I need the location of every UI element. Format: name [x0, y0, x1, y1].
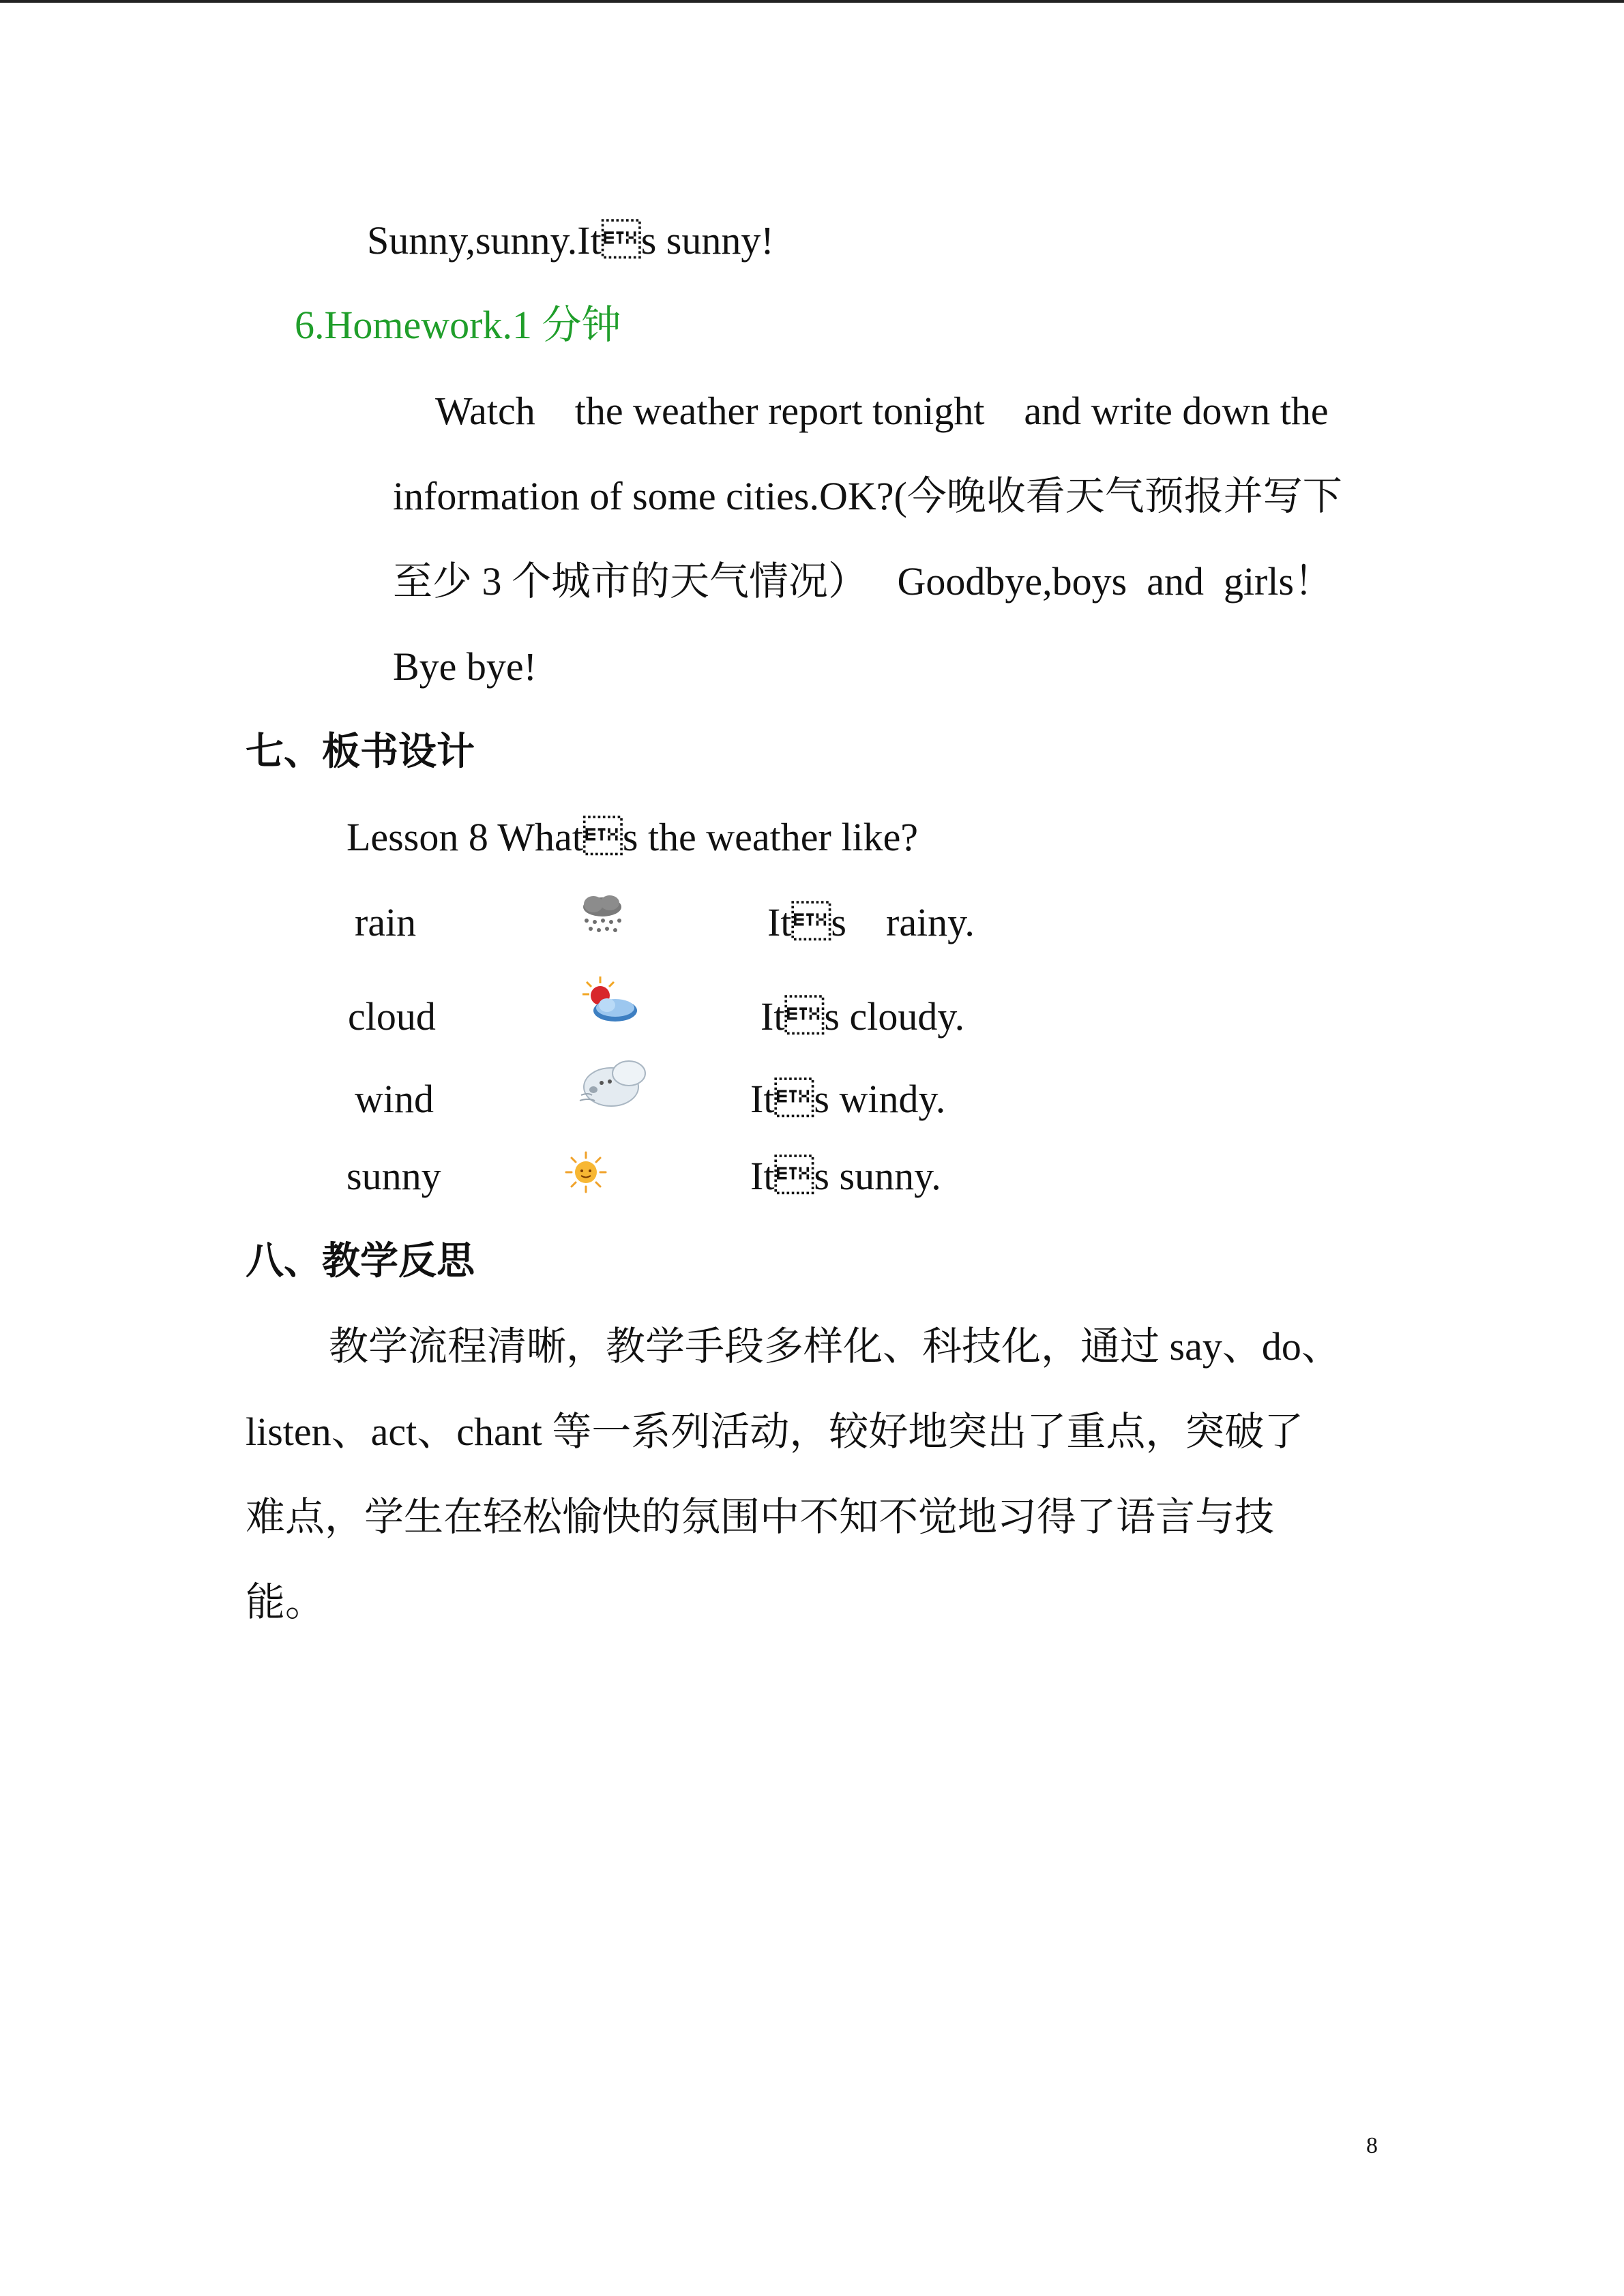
board-design-heading: 七、板书设计 [246, 731, 475, 773]
reflection-line-2: listen、act、chant 等一系列活动，较好地突出了重点，突破了 [246, 1410, 1304, 1454]
board-word-sunny: sunny [346, 1154, 441, 1198]
top-border [0, 0, 1624, 3]
reflection-line-4: 能。 [246, 1580, 325, 1624]
board-word-rain: rain [355, 900, 417, 944]
rain-cloud-icon [578, 893, 626, 936]
reflection-line-3: 难点，学生在轻松愉快的氛围中不知不觉地习得了语言与技 [246, 1495, 1275, 1539]
board-word-wind: wind [355, 1077, 434, 1121]
homework-title: 6.Homework.1 分钟 [295, 303, 621, 347]
board-sentence-rain: Its rainy. [767, 900, 975, 944]
board-sentence-cloud: Its cloudy. [761, 994, 965, 1039]
wind-cloud-icon [578, 1056, 650, 1112]
board-sentence-wind: Its windy. [750, 1077, 946, 1121]
sun-cloud-icon [580, 974, 641, 1028]
reflection-heading: 八、教学反思 [246, 1240, 475, 1283]
board-word-cloud: cloud [348, 994, 436, 1039]
board-sentence-sunny: Its sunny. [750, 1154, 941, 1198]
sun-icon [563, 1151, 608, 1193]
homework-line-2: information of some cities.OK?(今晚收看天气预报并写下 [393, 474, 1342, 518]
lesson-title: Lesson 8 Whats the weather like? [346, 815, 919, 859]
page-number: 8 [1366, 2133, 1378, 2158]
homework-line-1: Watch the weather report tonight and write down the [435, 389, 1329, 433]
homework-line-3: 至少 3 个城市的天气情况） Goodbye,boys and girls！ [393, 559, 1334, 603]
reflection-line-1: 教学流程清晰，教学手段多样化、科技化，通过 say、do、 [329, 1324, 1341, 1369]
homework-line-4: Bye bye! [393, 644, 537, 689]
chant-line: Sunny,sunny.Its sunny! [367, 218, 774, 263]
